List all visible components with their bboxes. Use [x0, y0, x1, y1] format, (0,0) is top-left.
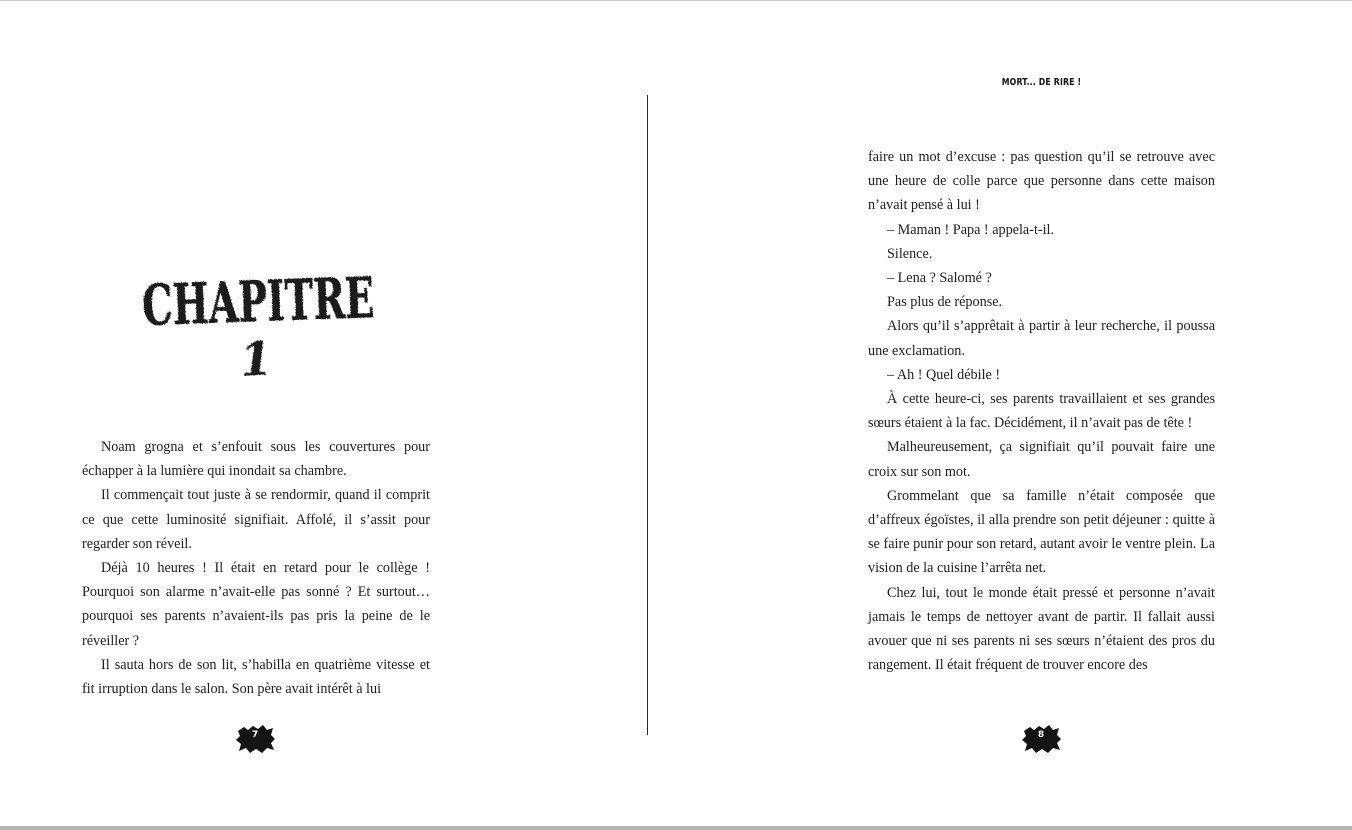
running-head: MORT... DE RIRE !	[1001, 77, 1082, 88]
body-paragraph: – Ah ! Quel débile !	[887, 366, 1001, 383]
chapter-heading-art	[138, 247, 484, 388]
body-paragraph: – Maman ! Papa ! appela-t-il.	[887, 221, 1055, 238]
page-number-text: 7	[251, 730, 259, 740]
body-paragraph: – Lena ? Salomé ?	[887, 270, 992, 287]
body-paragraph: Noam grogna et s’enfouit sous les couvertures pour échapper à la lumière qui inondait sa chambre.	[82, 439, 430, 480]
page-number-text: 8	[1037, 730, 1045, 740]
body-paragraph: Malheureusement, ça signifiait qu’il pouvait faire une croix sur son mot.	[868, 439, 1215, 480]
body-paragraph: Grommelant que sa famille n’était composée que d’affreux égoïstes, il alla prendre son petit déjeuner : quitte à se faire punir pour son retard, autant avoir le ventre plein. La vision de la cuisine l’arrêta net.	[868, 487, 1215, 577]
page-number-left	[234, 724, 276, 754]
right-page-body	[868, 145, 1215, 677]
body-paragraph: Pas plus de réponse.	[887, 294, 1003, 311]
viewer-bottom-bar	[0, 826, 1352, 830]
left-page-body	[82, 435, 430, 701]
chapter-heading	[138, 247, 484, 388]
page-number-right	[1020, 724, 1062, 754]
body-paragraph: Alors qu’il s’apprêtait à partir à leur recherche, il poussa une exclamation.	[868, 318, 1215, 359]
body-paragraph: Silence.	[887, 245, 933, 262]
viewer-top-border	[0, 0, 1352, 1]
spread-gutter-line	[647, 95, 648, 735]
chapter-word: CHAPITRE	[141, 261, 484, 340]
body-paragraph: Chez lui, tout le monde était pressé et personne n’avait jamais le temps de nettoyer avant de partir. Il fallait aussi avouer que ni ses parents ni ses sœurs n’étaient des pros du rangement. Il était fréquent de trouver encore des	[868, 584, 1215, 674]
body-paragraph: faire un mot d’excuse : pas question qu’il se retrouve avec une heure de colle parce que personne dans cette maison n’avait pensé à lui !	[868, 149, 1215, 214]
body-paragraph: Déjà 10 heures ! Il était en retard pour le collège ! Pourquoi son alarme n’avait-elle pas sonné ? Et surtout… pourquoi ses parents n’avaient-ils pas pris la peine de le réveiller ?	[82, 560, 430, 649]
chapter-number: 1	[238, 330, 274, 388]
body-paragraph: À cette heure-ci, ses parents travaillaient et ses grandes sœurs étaient à la fac. Décidément, il n’avait pas de tête !	[868, 391, 1215, 432]
body-paragraph: Il commençait tout juste à se rendormir, quand il comprit ce que cette luminosité signifiait. Affolé, il s’assit pour regarder son réveil.	[82, 487, 430, 552]
body-paragraph: Il sauta hors de son lit, s’habilla en quatrième vitesse et fit irruption dans le salon. Son père avait intérêt à lui	[82, 656, 430, 698]
